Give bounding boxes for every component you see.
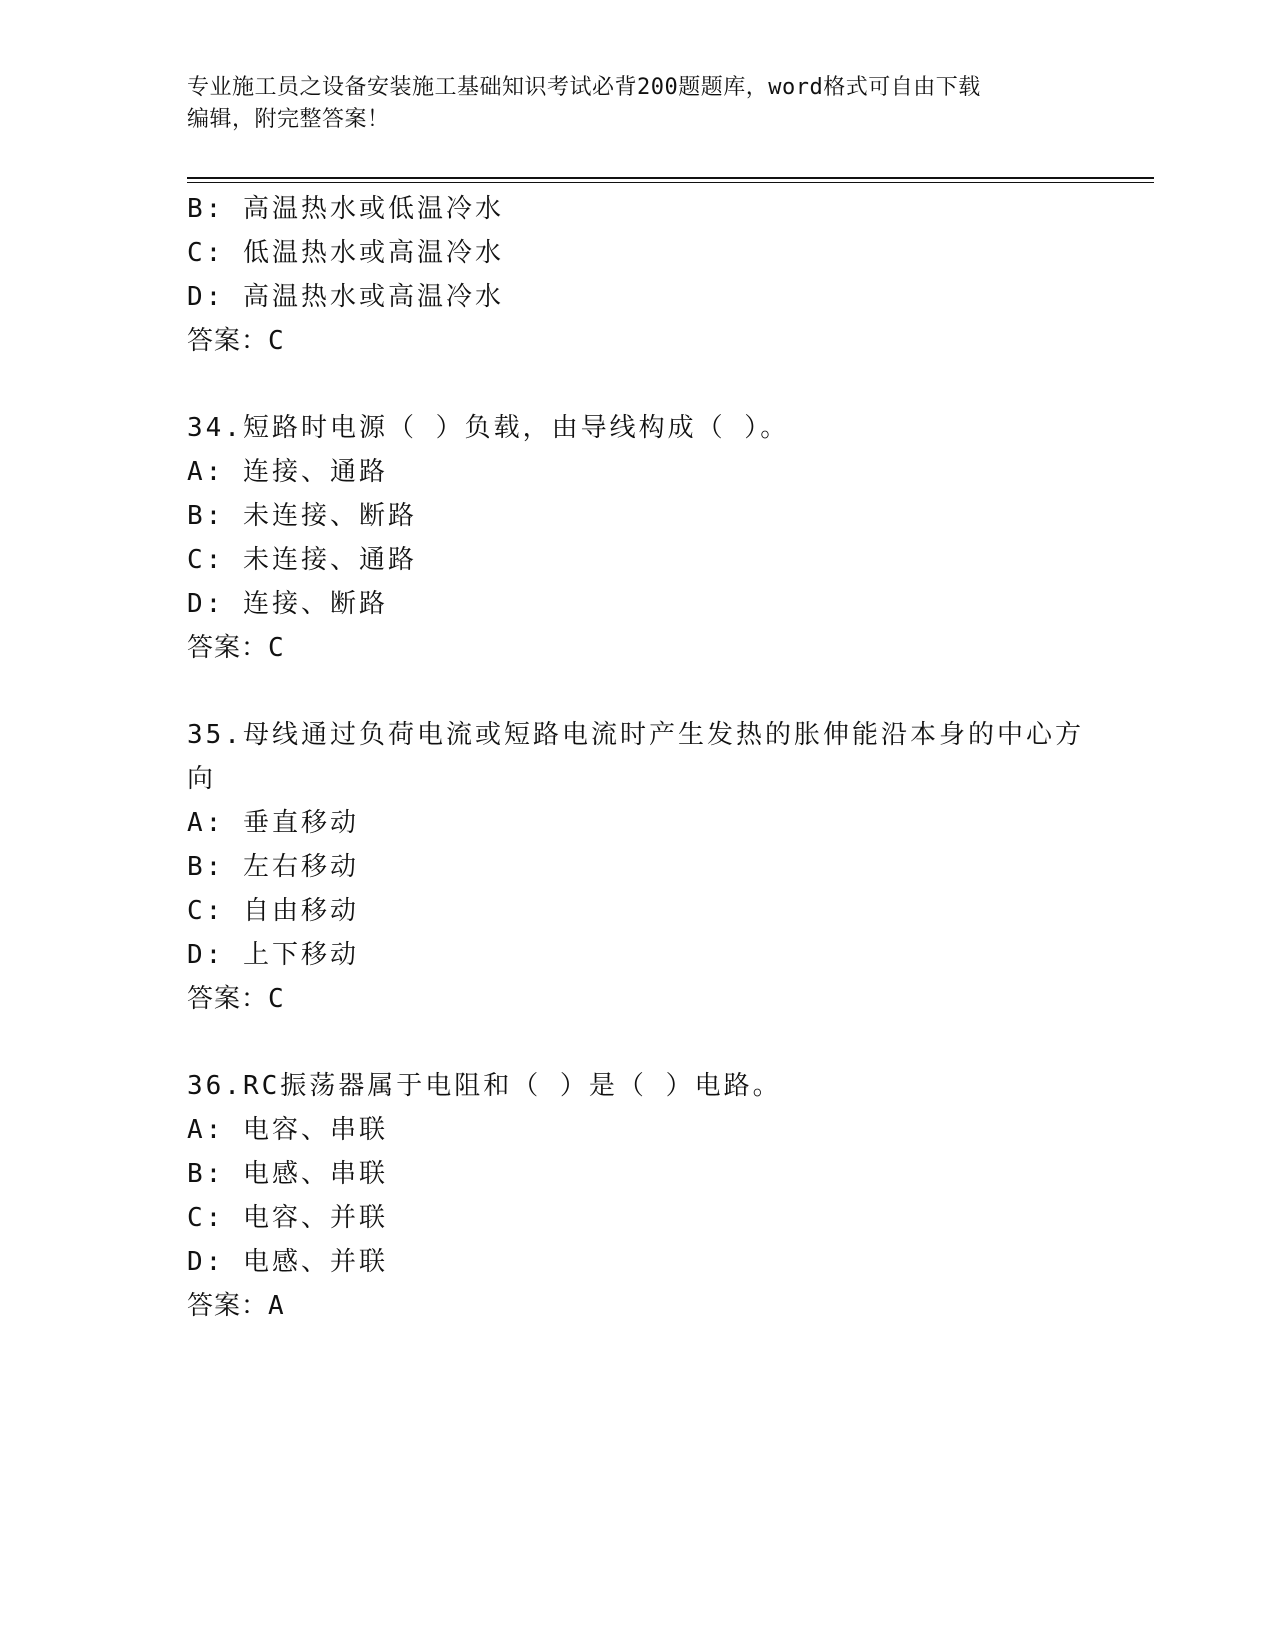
q35-option-b: B: 左右移动 bbox=[187, 852, 359, 882]
q33-option-b: B: 高温热水或低温冷水 bbox=[187, 194, 504, 224]
header-line-1: 专业施工员之设备安装施工基础知识考试必背200题题库，word格式可自由下载 bbox=[187, 75, 981, 100]
q34-option-b: B: 未连接、断路 bbox=[187, 501, 417, 531]
q34-option-a: A: 连接、通路 bbox=[187, 457, 388, 487]
q36-option-b: B: 电感、串联 bbox=[187, 1159, 388, 1189]
q35-option-a: A: 垂直移动 bbox=[187, 808, 359, 838]
q33-option-d: D: 高温热水或高温冷水 bbox=[187, 282, 504, 312]
header-divider-thick bbox=[187, 177, 1154, 179]
q34-option-c: C: 未连接、通路 bbox=[187, 545, 417, 575]
header-divider-thin bbox=[187, 182, 1154, 183]
q33-answer: 答案：C bbox=[187, 326, 285, 356]
q36-stem: 36.RC振荡器属于电阻和（ ）是（ ）电路。 bbox=[187, 1071, 782, 1101]
q34-answer: 答案：C bbox=[187, 633, 285, 663]
q36-option-d: D: 电感、并联 bbox=[187, 1247, 388, 1277]
q36-option-a: A: 电容、串联 bbox=[187, 1115, 388, 1145]
header-line-2: 编辑，附完整答案！ bbox=[187, 107, 390, 132]
q34-stem: 34.短路时电源（ ）负载，由导线构成（ ）。 bbox=[187, 413, 790, 443]
q35-stem-line-2: 向 bbox=[187, 764, 217, 794]
q36-answer: 答案：A bbox=[187, 1291, 285, 1321]
q35-answer: 答案：C bbox=[187, 984, 285, 1014]
q34-option-d: D: 连接、断路 bbox=[187, 589, 388, 619]
q33-option-c: C: 低温热水或高温冷水 bbox=[187, 238, 504, 268]
q35-stem-line-1: 35.母线通过负荷电流或短路电流时产生发热的胀伸能沿本身的中心方 bbox=[187, 720, 1084, 750]
q35-option-c: C: 自由移动 bbox=[187, 896, 359, 926]
q36-option-c: C: 电容、并联 bbox=[187, 1203, 388, 1233]
q35-option-d: D: 上下移动 bbox=[187, 940, 359, 970]
document-header bbox=[187, 72, 1087, 136]
